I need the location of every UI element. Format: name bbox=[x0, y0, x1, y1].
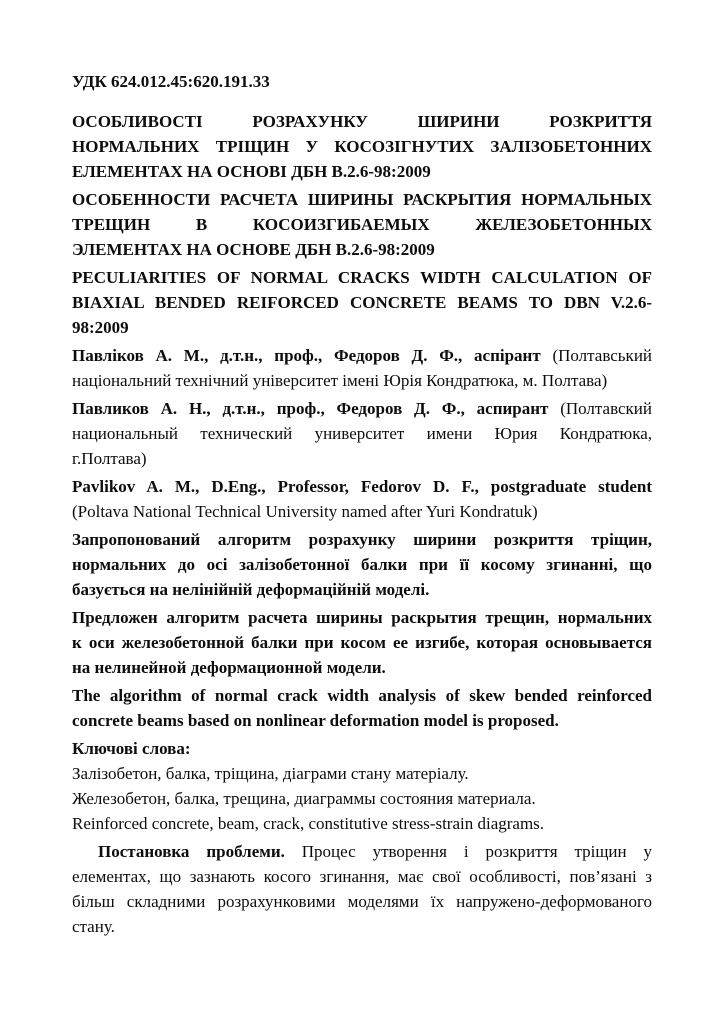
udc-code: УДК 624.012.45:620.191.33 bbox=[72, 72, 270, 91]
keywords-ukrainian: Залізобетон, балка, тріщина, діаграми стану матеріалу. bbox=[72, 764, 469, 783]
authors-names: Павліков А. М., д.т.н., проф., Федоров Д. Ф., аспірант bbox=[72, 346, 541, 365]
abstract-line: The algorithm of normal crack width analysis of skew bended reinforced bbox=[72, 686, 652, 705]
title-line: BIAXIAL BENDED REIFORCED CONCRETE BEAMS TO DBN V.2.6- bbox=[72, 293, 652, 312]
text-line: г.Полтава) bbox=[72, 449, 147, 468]
authors-affiliation: (Полтавський bbox=[552, 346, 652, 365]
article-title-russian bbox=[72, 187, 652, 262]
abstract-line: к оси железобетонной балки при косом ее изгибе, которая основывается bbox=[72, 633, 652, 652]
text-line bbox=[72, 839, 652, 864]
text-line bbox=[72, 343, 652, 368]
abstract-ukrainian bbox=[72, 527, 652, 602]
article-title-ukrainian bbox=[72, 109, 652, 184]
title-line: 98:2009 bbox=[72, 318, 129, 337]
abstract-line: нормальних до осі залізобетонної балки при її косому згинанні, що bbox=[72, 555, 652, 574]
authors-affiliation: (Полтавский bbox=[560, 399, 652, 418]
text-line: национальный технический университет имени Юрия Кондратюка, bbox=[72, 424, 652, 443]
abstract-english bbox=[72, 683, 652, 733]
keywords-header: Ключові слова: bbox=[72, 739, 191, 758]
title-line: ЕЛЕМЕНТАХ НА ОСНОВІ ДБН В.2.6-98:2009 bbox=[72, 162, 431, 181]
text-line: елементах, що зазнають косого згинання, має свої особливості, пов’язані з bbox=[72, 867, 652, 886]
keywords-russian: Железобетон, балка, трещина, диаграммы состояния материала. bbox=[72, 789, 536, 808]
udc-block bbox=[72, 69, 652, 94]
abstract-line: базується на нелінійній деформаційній моделі. bbox=[72, 580, 430, 599]
abstract-russian bbox=[72, 605, 652, 680]
title-line: PECULIARITIES OF NORMAL CRACKS WIDTH CALCULATION OF bbox=[72, 268, 652, 287]
abstract-line: Запропонований алгоритм розрахунку ширини розкриття тріщин, bbox=[72, 530, 652, 549]
authors-english bbox=[72, 474, 652, 524]
article-title-english bbox=[72, 265, 652, 340]
authors-names: Павликов А. Н., д.т.н., проф., Федоров Д. Ф., аспирант bbox=[72, 399, 549, 418]
keywords-english: Reinforced concrete, beam, crack, constitutive stress-strain diagrams. bbox=[72, 814, 545, 833]
title-line: ОСОБЛИВОСТІ РОЗРАХУНКУ ШИРИНИ РОЗКРИТТЯ bbox=[72, 112, 652, 131]
section-lead: Постановка проблеми. bbox=[98, 842, 285, 861]
text-line: стану. bbox=[72, 917, 115, 936]
title-line: ЭЛЕМЕНТАХ НА ОСНОВЕ ДБН В.2.6-98:2009 bbox=[72, 240, 435, 259]
authors-ukrainian bbox=[72, 343, 652, 393]
authors-russian bbox=[72, 396, 652, 471]
title-line: ТРЕЩИН В КОСОИЗГИБАЕМЫХ ЖЕЛЕЗОБЕТОННЫХ bbox=[72, 215, 652, 234]
text-line bbox=[72, 396, 652, 421]
text-line: національний технічний університет імені Юрія Кондратюка, м. Полтава) bbox=[72, 371, 608, 390]
page-content bbox=[72, 69, 652, 939]
authors-affiliation: (Poltava National Technical University named after Yuri Kondratuk) bbox=[72, 502, 538, 521]
section-text: Процес утворення і розкриття тріщин у bbox=[301, 842, 652, 861]
title-line: НОРМАЛЬНИХ ТРІЩИН У КОСОЗІГНУТИХ ЗАЛІЗОБЕТОННИХ bbox=[72, 137, 652, 156]
problem-statement-paragraph bbox=[72, 839, 652, 939]
title-line: ОСОБЕННОСТИ РАСЧЕТА ШИРИНЫ РАСКРЫТИЯ НОРМАЛЬНЫХ bbox=[72, 190, 652, 209]
authors-names: Pavlikov A. M., D.Eng., Professor, Fedorov D. F., postgraduate student bbox=[72, 477, 652, 496]
abstract-line: Предложен алгоритм расчета ширины раскрытия трещин, нормальних bbox=[72, 608, 652, 627]
abstract-line: на нелинейной деформационной модели. bbox=[72, 658, 386, 677]
keywords-block bbox=[72, 736, 652, 836]
text-line: більш складними розрахунковими моделями їх напружено-деформованого bbox=[72, 892, 652, 911]
abstract-line: concrete beams based on nonlinear deformation model is proposed. bbox=[72, 711, 559, 730]
